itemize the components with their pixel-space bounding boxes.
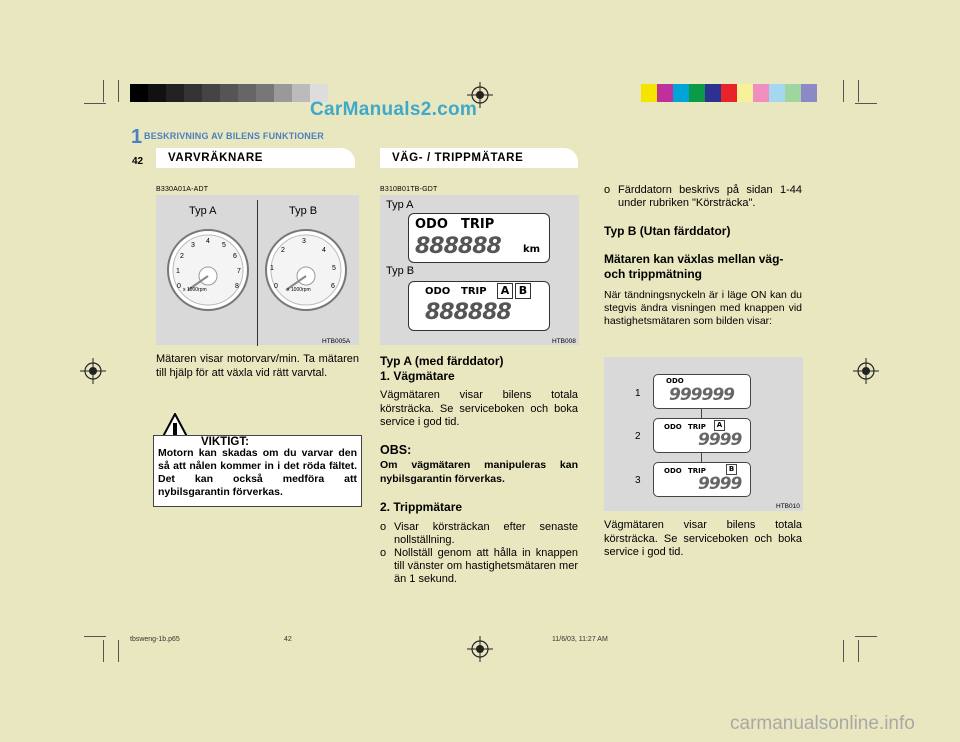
footer-page: 42 xyxy=(284,636,292,643)
registration-mark-icon xyxy=(80,358,106,384)
obs-title: OBS: xyxy=(380,443,412,457)
section-code: B310B01TB-GDT xyxy=(380,186,438,193)
trip-cycle-figure: 1 2 3 ODO 999999 ODO TRIP A 9999 ODO TRIP B 9999 HTB010 xyxy=(604,357,803,511)
footer-file: tbsweng-1b.p65 xyxy=(130,636,180,643)
crop-mark xyxy=(858,80,859,102)
crop-mark xyxy=(843,640,844,662)
section-heading: VARVRÄKNARE xyxy=(168,152,263,164)
color-calibration-bar xyxy=(641,84,817,102)
page-number: 42 xyxy=(132,156,144,167)
watermark-logo: CarManuals2.com xyxy=(310,99,478,120)
arrow xyxy=(701,452,702,462)
odometer-figure xyxy=(380,195,579,345)
dial-unit: x 1000rpm xyxy=(287,287,311,293)
crop-mark xyxy=(855,103,877,104)
warning-title: VIKTIGT: xyxy=(201,436,249,448)
figure-label-b: Typ B xyxy=(289,205,318,217)
crop-mark xyxy=(855,636,877,637)
odo-display-a: ODO TRIP 888888 km xyxy=(408,213,550,263)
list-item: o Färddatorn beskrivs på sidan 1-44 under rubriken "Körsträcka". xyxy=(604,184,802,209)
section-tab-left xyxy=(156,148,355,168)
figure-id: HTB005A xyxy=(322,338,351,345)
odo-display-b: ODO TRIP A B 888888 xyxy=(408,281,550,331)
crop-mark xyxy=(118,640,119,662)
subheading: 1. Vägmätare xyxy=(380,369,455,383)
subheading: Typ A (med färddator) xyxy=(380,354,504,368)
body-text: Mätaren visar motorvarv/min. Ta mätaren till hjälp för att växla vid rätt varvtal. xyxy=(156,353,359,379)
subheading: 2. Trippmätare xyxy=(380,500,463,514)
warning-box xyxy=(153,435,362,507)
figure-label-b: Typ B xyxy=(386,265,415,277)
crop-mark xyxy=(84,103,106,104)
registration-mark-icon xyxy=(467,636,493,662)
body-text: Vägmätaren visar bilens totala körsträcka. Se serviceboken och boka service i god tid. xyxy=(380,389,578,428)
warning-body: Motorn kan skadas om du varvar den så att nålen kommer in i det röda fältet. Det kan också medföra att nybilsgarantin förverkas. xyxy=(158,447,357,498)
odo-display-1: ODO 999999 xyxy=(653,374,751,409)
section-code: B330A01A-ADT xyxy=(156,186,209,193)
arrow xyxy=(701,408,702,418)
crop-mark xyxy=(103,80,104,102)
list-item: o Nollställ genom att hålla in knappen till vänster om hastighetsmätaren mer än 1 sekund. xyxy=(380,547,578,585)
crop-mark xyxy=(103,640,104,662)
registration-mark-icon xyxy=(853,358,879,384)
list-item: o Visar körsträckan efter senaste nollställning. xyxy=(380,521,578,546)
subheading: Mätaren kan växlas mellan väg- och trippmätning xyxy=(604,252,784,281)
body-text: Vägmätaren visar bilens totala körsträcka. Se serviceboken och boka service i god tid. xyxy=(604,519,802,558)
crop-mark xyxy=(858,640,859,662)
figure-id: HTB010 xyxy=(776,503,800,510)
body-text: När tändningsnyckeln är i läge ON kan du stegvis ändra visningen med knappen vid hastighetsmätaren som bilden visar: xyxy=(604,289,802,327)
crop-mark xyxy=(84,636,106,637)
watermark-bottom: carmanualsonline.info xyxy=(730,713,915,734)
figure-label-a: Typ A xyxy=(189,205,217,217)
chapter-title: BESKRIVNING AV BILENS FUNKTIONER xyxy=(144,131,324,141)
figure-label-a: Typ A xyxy=(386,199,414,211)
crop-mark xyxy=(118,80,119,102)
odo-display-2: ODO TRIP A 9999 xyxy=(653,418,751,453)
dial-unit: x 1000rpm xyxy=(183,287,207,293)
figure-id: HTB008 xyxy=(552,338,576,345)
odo-display-3: ODO TRIP B 9999 xyxy=(653,462,751,497)
subheading: Typ B (Utan färddator) xyxy=(604,224,731,238)
crop-mark xyxy=(843,80,844,102)
tachometer-figure: Typ A Typ B x 1000rpm 0 1 2 3 4 5 6 7 8 x 1000rpm 0 1 2 3 4 5 6 HTB005A xyxy=(156,195,359,345)
gray-calibration-bar xyxy=(130,84,328,102)
obs-body: Om vägmätaren manipuleras kan nybilsgarantin förverkas. xyxy=(380,459,578,485)
section-tab-middle xyxy=(380,148,578,168)
section-heading: VÄG- / TRIPPMÄTARE xyxy=(392,152,524,164)
chapter-number: 1 xyxy=(131,126,143,148)
divider xyxy=(257,200,258,346)
footer-date: 11/6/03, 11:27 AM xyxy=(552,636,608,643)
